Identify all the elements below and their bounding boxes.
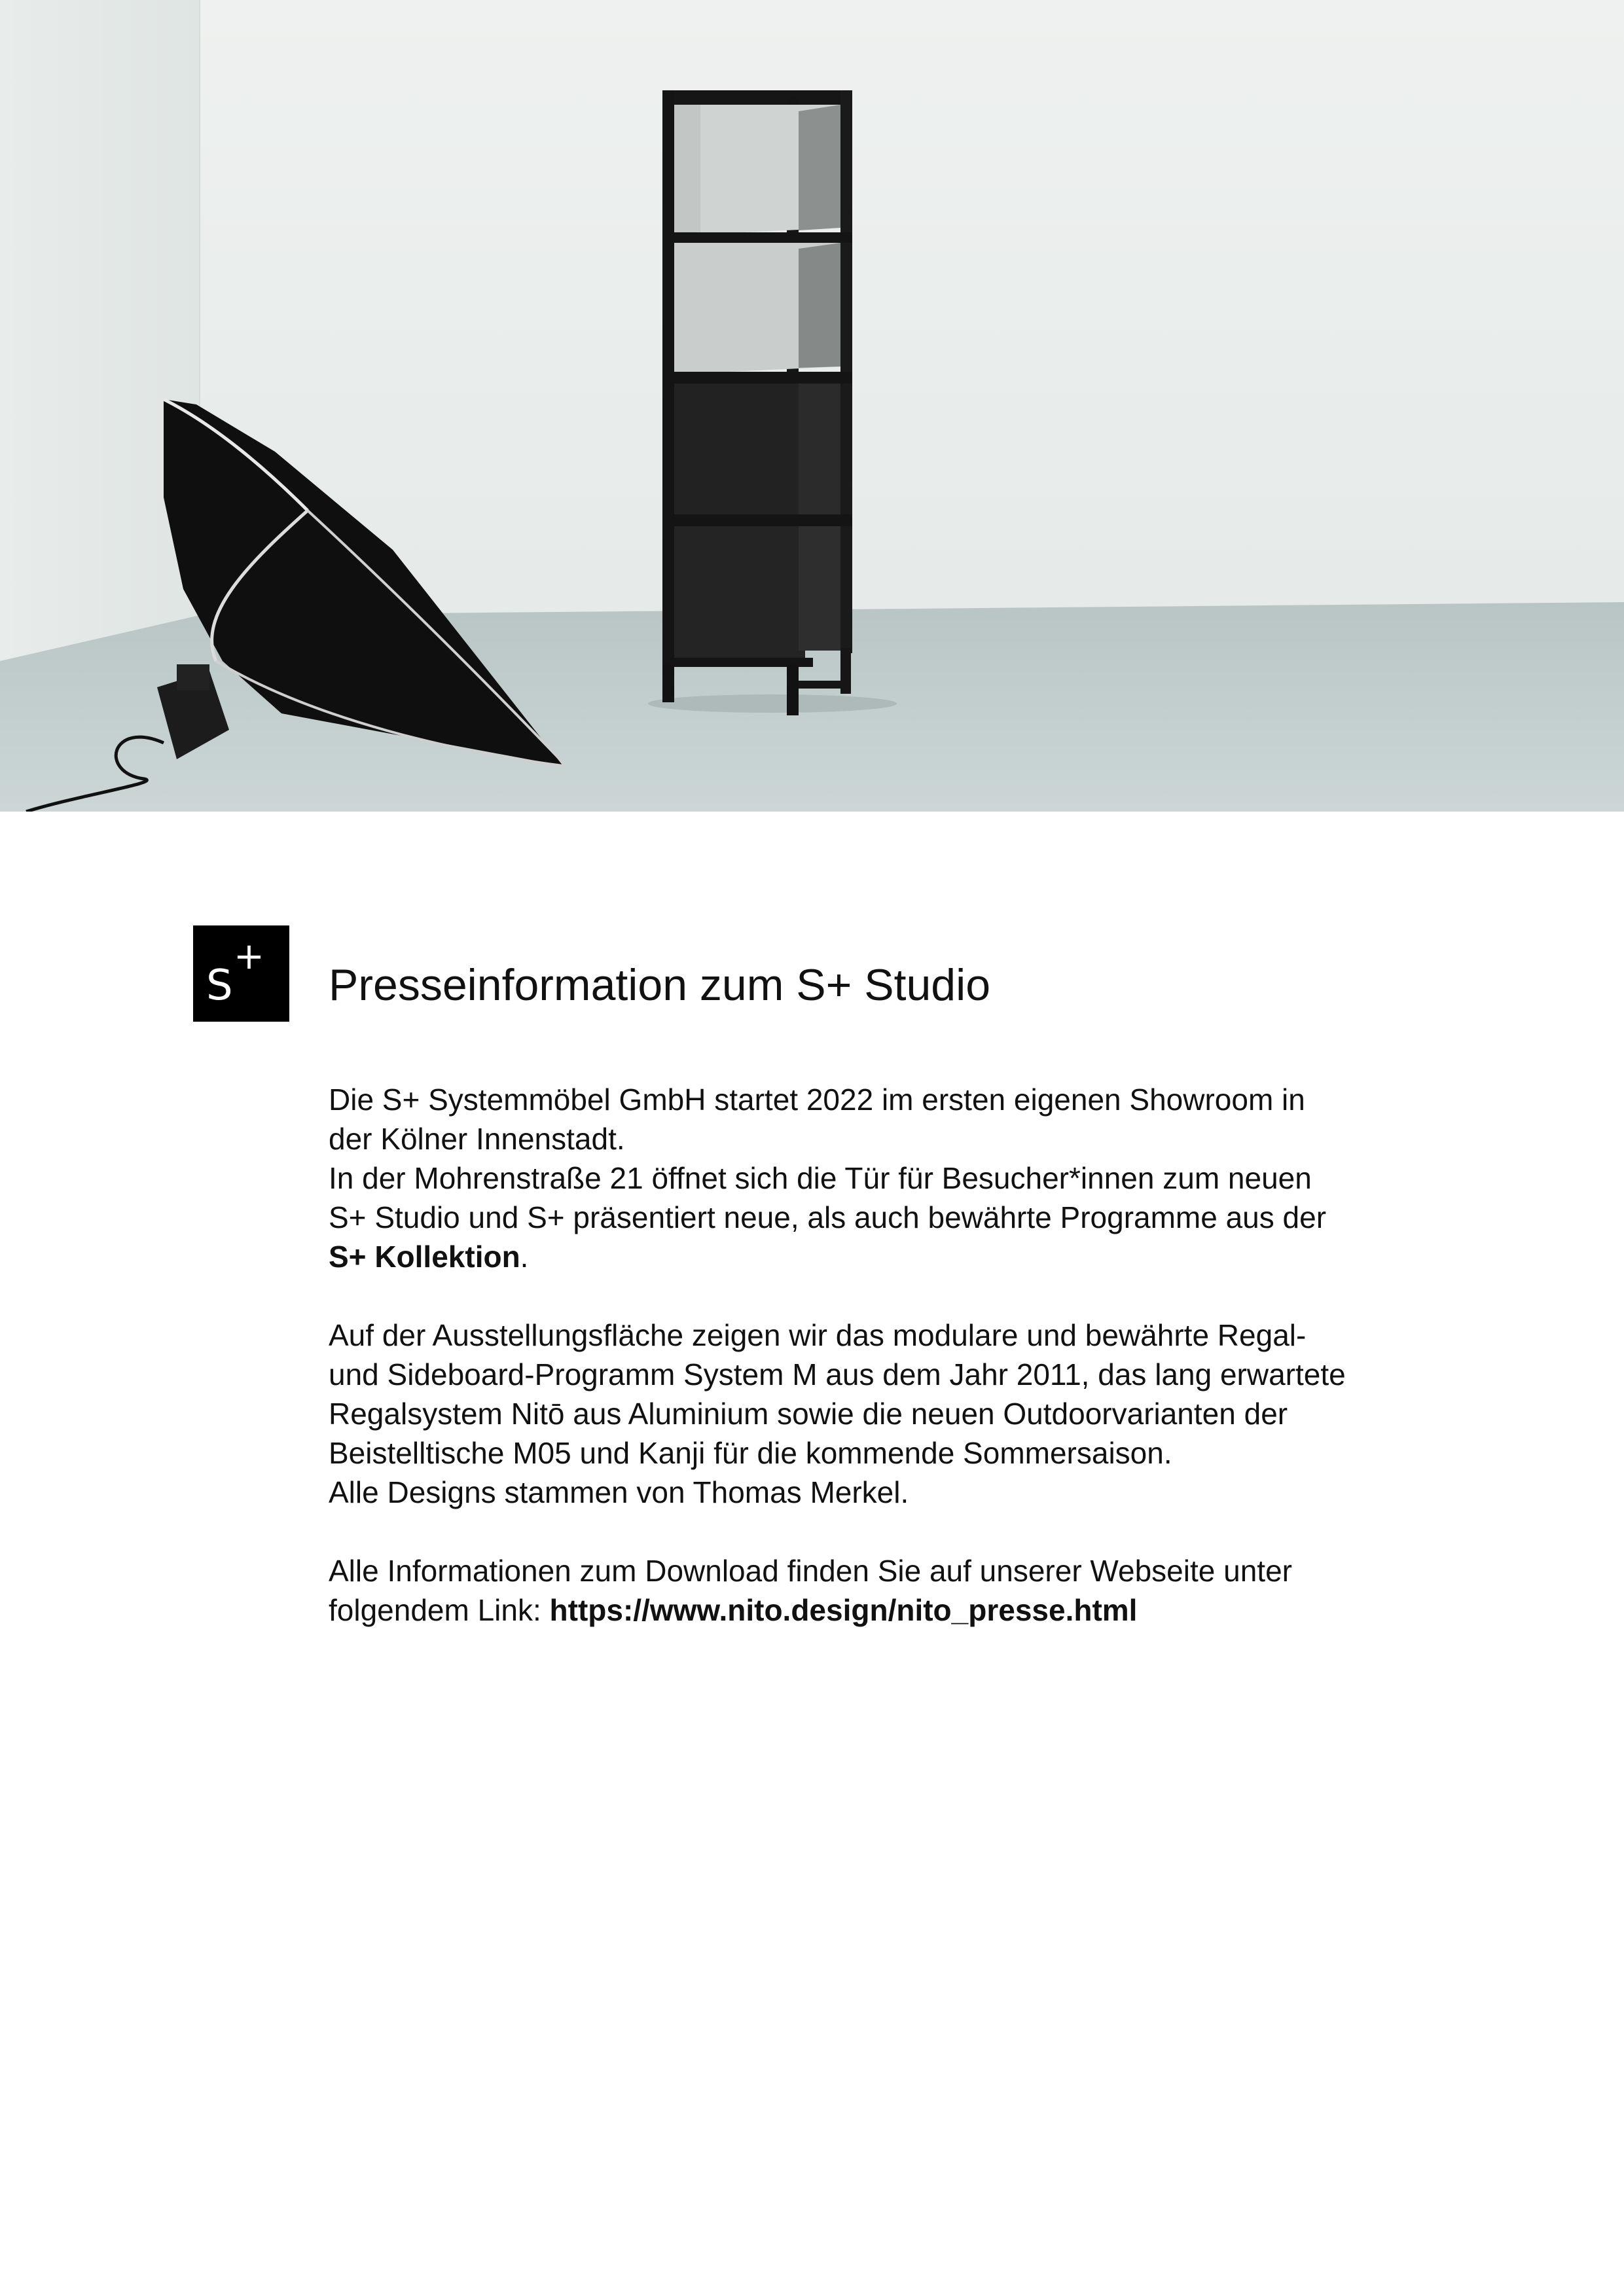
text-line: Alle Informationen zum Download finden Sie auf unserer Webseite unter [329, 1554, 1292, 1588]
page-title: Presseinformation zum S+ Studio [329, 960, 991, 1010]
text-line: Beistelltische M05 und Kanji für die kommende Sommersaison. [329, 1436, 1172, 1470]
text-line: Auf der Ausstellungsfläche zeigen wir das modulare und bewährte Regal- [329, 1318, 1307, 1352]
text-line: Die S+ Systemmöbel GmbH startet 2022 im ersten eigenen Showroom in [329, 1083, 1305, 1117]
period: . [520, 1240, 529, 1274]
text-line: und Sideboard-Programm System M aus dem Jahr 2011, das lang erwartete [329, 1357, 1346, 1391]
text-line: Alle Designs stammen von Thomas Merkel. [329, 1475, 909, 1509]
hero-photo [0, 0, 1624, 812]
download-link[interactable]: https://www.nito.design/nito_presse.html [549, 1593, 1138, 1627]
logo-plus: + [234, 935, 264, 978]
collection-name: S+ Kollektion [329, 1240, 520, 1274]
link-intro: folgendem Link: [329, 1593, 550, 1627]
paragraph-intro [329, 1080, 1376, 1276]
text-line: S+ Studio und S+ präsentiert neue, als auch bewährte Programme aus der [329, 1200, 1327, 1234]
paragraph-download [329, 1551, 1376, 1630]
text-line: In der Mohrenstraße 21 öffnet sich die Tür für Besucher*innen zum neuen [329, 1161, 1312, 1195]
brand-logo [193, 925, 289, 1022]
shelf-tower [662, 90, 852, 715]
text-line: der Kölner Innenstadt. [329, 1122, 625, 1156]
press-text [329, 1080, 1376, 1669]
paragraph-exhibition [329, 1316, 1376, 1512]
text-line: Regalsystem Nitō aus Aluminium sowie die neuen Outdoorvarianten der [329, 1397, 1288, 1431]
logo-letter: S [206, 961, 233, 1010]
text-line [329, 1237, 1376, 1276]
text-line [329, 1590, 1376, 1630]
